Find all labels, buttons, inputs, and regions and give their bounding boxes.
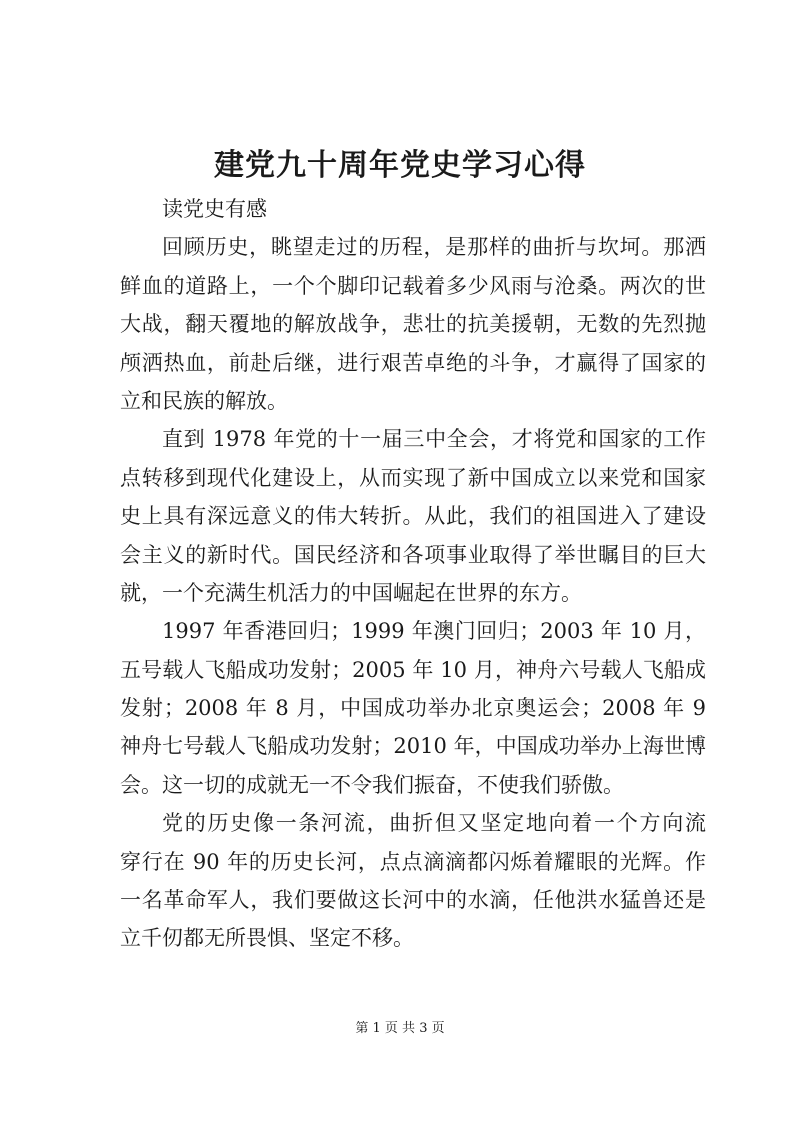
text-line: 穿行在 90 年的历史长河，点点滴滴都闪烁着耀眼的光辉。作 bbox=[120, 849, 706, 874]
text-line: 点转移到现代化建设上，从而实现了新中国成立以来党和国家 bbox=[120, 465, 706, 490]
text-line: 五号载人飞船成功发射；2005 年 10 月，神舟六号载人飞船成 bbox=[120, 657, 706, 682]
text-line: 大战，翻天覆地的解放战争，悲壮的抗美援朝，无数的先烈抛 bbox=[120, 312, 706, 337]
document-body bbox=[120, 190, 706, 958]
text-line: 立千仞都无所畏惧、坚定不移。 bbox=[120, 926, 414, 951]
text-line: 党的历史像一条河流，曲折但又坚定地向着一个方向流 bbox=[162, 811, 706, 836]
text-line: 颅洒热血，前赴后继，进行艰苦卓绝的斗争，才赢得了国家的 bbox=[120, 350, 706, 375]
subtitle bbox=[120, 190, 706, 228]
text-line: 就，一个充满生机活力的中国崛起在世界的东方。 bbox=[120, 580, 582, 605]
text-line: 神舟七号载人飞船成功发射；2010 年，中国成功举办上海世博 bbox=[120, 734, 706, 759]
text-line: 读党史有感 bbox=[162, 197, 267, 221]
text-line: 发射；2008 年 8 月，中国成功举办北京奥运会；2008 年 9 bbox=[120, 696, 706, 721]
text-line: 会主义的新时代。国民经济和各项事业取得了举世瞩目的巨大 bbox=[120, 542, 706, 567]
text-line: 鲜血的道路上，一个个脚印记载着多少风雨与沧桑。两次的世 bbox=[120, 273, 706, 298]
paragraph bbox=[120, 612, 706, 804]
paragraph bbox=[120, 228, 706, 420]
text-line: 1997 年香港回归；1999 年澳门回归；2003 年 10 月， bbox=[162, 619, 706, 644]
text-line: 立和民族的解放。 bbox=[120, 388, 288, 413]
paragraph bbox=[120, 420, 706, 612]
text-line: 史上具有深远意义的伟大转折。从此，我们的祖国进入了建设 bbox=[120, 504, 706, 529]
text-line: 一名革命军人，我们要做这长河中的水滴，任他洪水猛兽还是 bbox=[120, 888, 706, 913]
text-line: 回顾历史，眺望走过的历程，是那样的曲折与坎坷。那洒 bbox=[162, 235, 706, 260]
document-title: 建党九十周年党史学习心得 bbox=[214, 148, 586, 183]
page-footer: 第 1 页 共 3 页 bbox=[355, 1021, 445, 1036]
text-line: 直到 1978 年党的十一届三中全会，才将党和国家的工作 bbox=[162, 427, 706, 452]
paragraph bbox=[120, 804, 706, 958]
text-line: 会。这一切的成就无一不令我们振奋，不使我们骄傲。 bbox=[120, 772, 624, 797]
